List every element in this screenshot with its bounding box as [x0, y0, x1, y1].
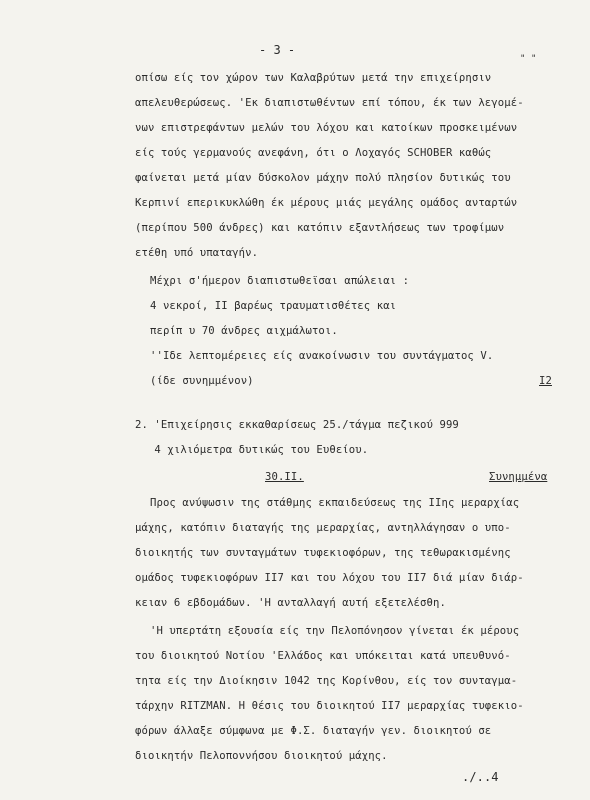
losses-line: Μέχρι σ'ήμερον διαπιστωθεϊσαι απώλειαι : — [150, 275, 410, 287]
paragraph3-line: τητα είς την Διοίκησιν 1042 της Κορίνθου, είς τον συνταγμα- — [135, 675, 518, 687]
paragraph3-line: του διοικητού Νοτίου 'Ελλάδος και υπόκειται κατά υπευθυνό- — [135, 650, 511, 662]
paragraph3-line: διοικητήν Πελοποννήσου διοικητού μάχης. — [135, 750, 388, 762]
paragraph3-line: φόρων άλλαξε σύμφωνα με Φ.Σ. διαταγήν γεν. διοικητού σε — [135, 725, 492, 737]
paragraph2-line: μάχης, κατόπιν διαταγής της μεραρχίας, αντηλλάγησαν ο υπο- — [135, 522, 511, 534]
losses-line: ''Ιδε λεπτομέρειες είς ανακοίνωσιν του συντάγματος V. — [150, 350, 494, 362]
paragraph2-line: κειαν 6 εβδομάδων. 'Η ανταλλαγή αυτή εξετελέσθη. — [135, 597, 446, 609]
page-number: - 3 - — [259, 43, 296, 57]
paragraph1-line: φαίνεται μετά μίαν δύσκολον μάχην πολύ πλησίον δυτικώς του — [135, 172, 511, 184]
attachments-label: Συνημμένα — [489, 471, 548, 483]
item2-line: 2. 'Επιχείρησις εκκαθαρίσεως 25./τάγμα πεζικού 999 — [135, 419, 459, 431]
paragraph3-line: τάρχην RITZMAN. Η θέσις του διοικητού II7 μεραρχίας τυφεκιο- — [135, 700, 524, 712]
paragraph3-line: 'Η υπερτάτη εξουσία είς την Πελοπόνησον γίνεται έκ μέρους — [150, 625, 520, 637]
paragraph2-line: ομάδος τυφεκιοφόρων II7 και του λόχου του II7 διά μίαν διάρ- — [135, 572, 524, 584]
continuation-marker: ./..4 — [462, 770, 499, 784]
paragraph1-line: απελευθερώσεως. 'Εκ διαπιστωθέντων επί τόπου, έκ των λεγομέ- — [135, 97, 524, 109]
item2-line: 4 χιλιόμετρα δυτικώς του Ευθείου. — [135, 444, 369, 456]
date-heading: 30.II. — [265, 471, 304, 483]
losses-line: (ίδε συνημμένον) — [150, 375, 254, 387]
paragraph1-line: οπίσω είς τον χώρον των Καλαβρύτων μετά την επιχείρησιν — [135, 72, 492, 84]
paragraph1-line: Κερπινί επερικυκλώθη έκ μέρους μιάς μεγάλης ομάδος ανταρτών — [135, 197, 518, 209]
paragraph1-line: (περίπου 500 άνδρες) και κατόπιν εξαντλήσεως των τροφίμων — [135, 222, 505, 234]
paragraph2-line: Προς ανύψωσιν της στάθμης εκπαιδεύσεως της IIης μεραρχίας — [150, 497, 520, 509]
paragraph1-line: ετέθη υπό υπαταγήν. — [135, 247, 259, 259]
paragraph2-line: διοικητής των συνταγμάτων τυφεκιοφόρων, της τεθωρακισμένης — [135, 547, 511, 559]
top-marks: " " — [520, 54, 537, 64]
losses-line: περίπ υ 70 άνδρες αιχμάλωτοι. — [150, 325, 338, 337]
reference-number: I2 — [539, 375, 552, 387]
paragraph1-line: είς τούς γερμανούς ανεφάνη, ότι ο Λοχαγός SCHOBER καθώς — [135, 147, 492, 159]
paragraph1-line: νων επιστρεφάντων μελών του λόχου και κατοίκων προσκειμένων — [135, 122, 518, 134]
losses-line: 4 νεκροί, II βαρέως τραυματισθέτες και — [150, 300, 397, 312]
